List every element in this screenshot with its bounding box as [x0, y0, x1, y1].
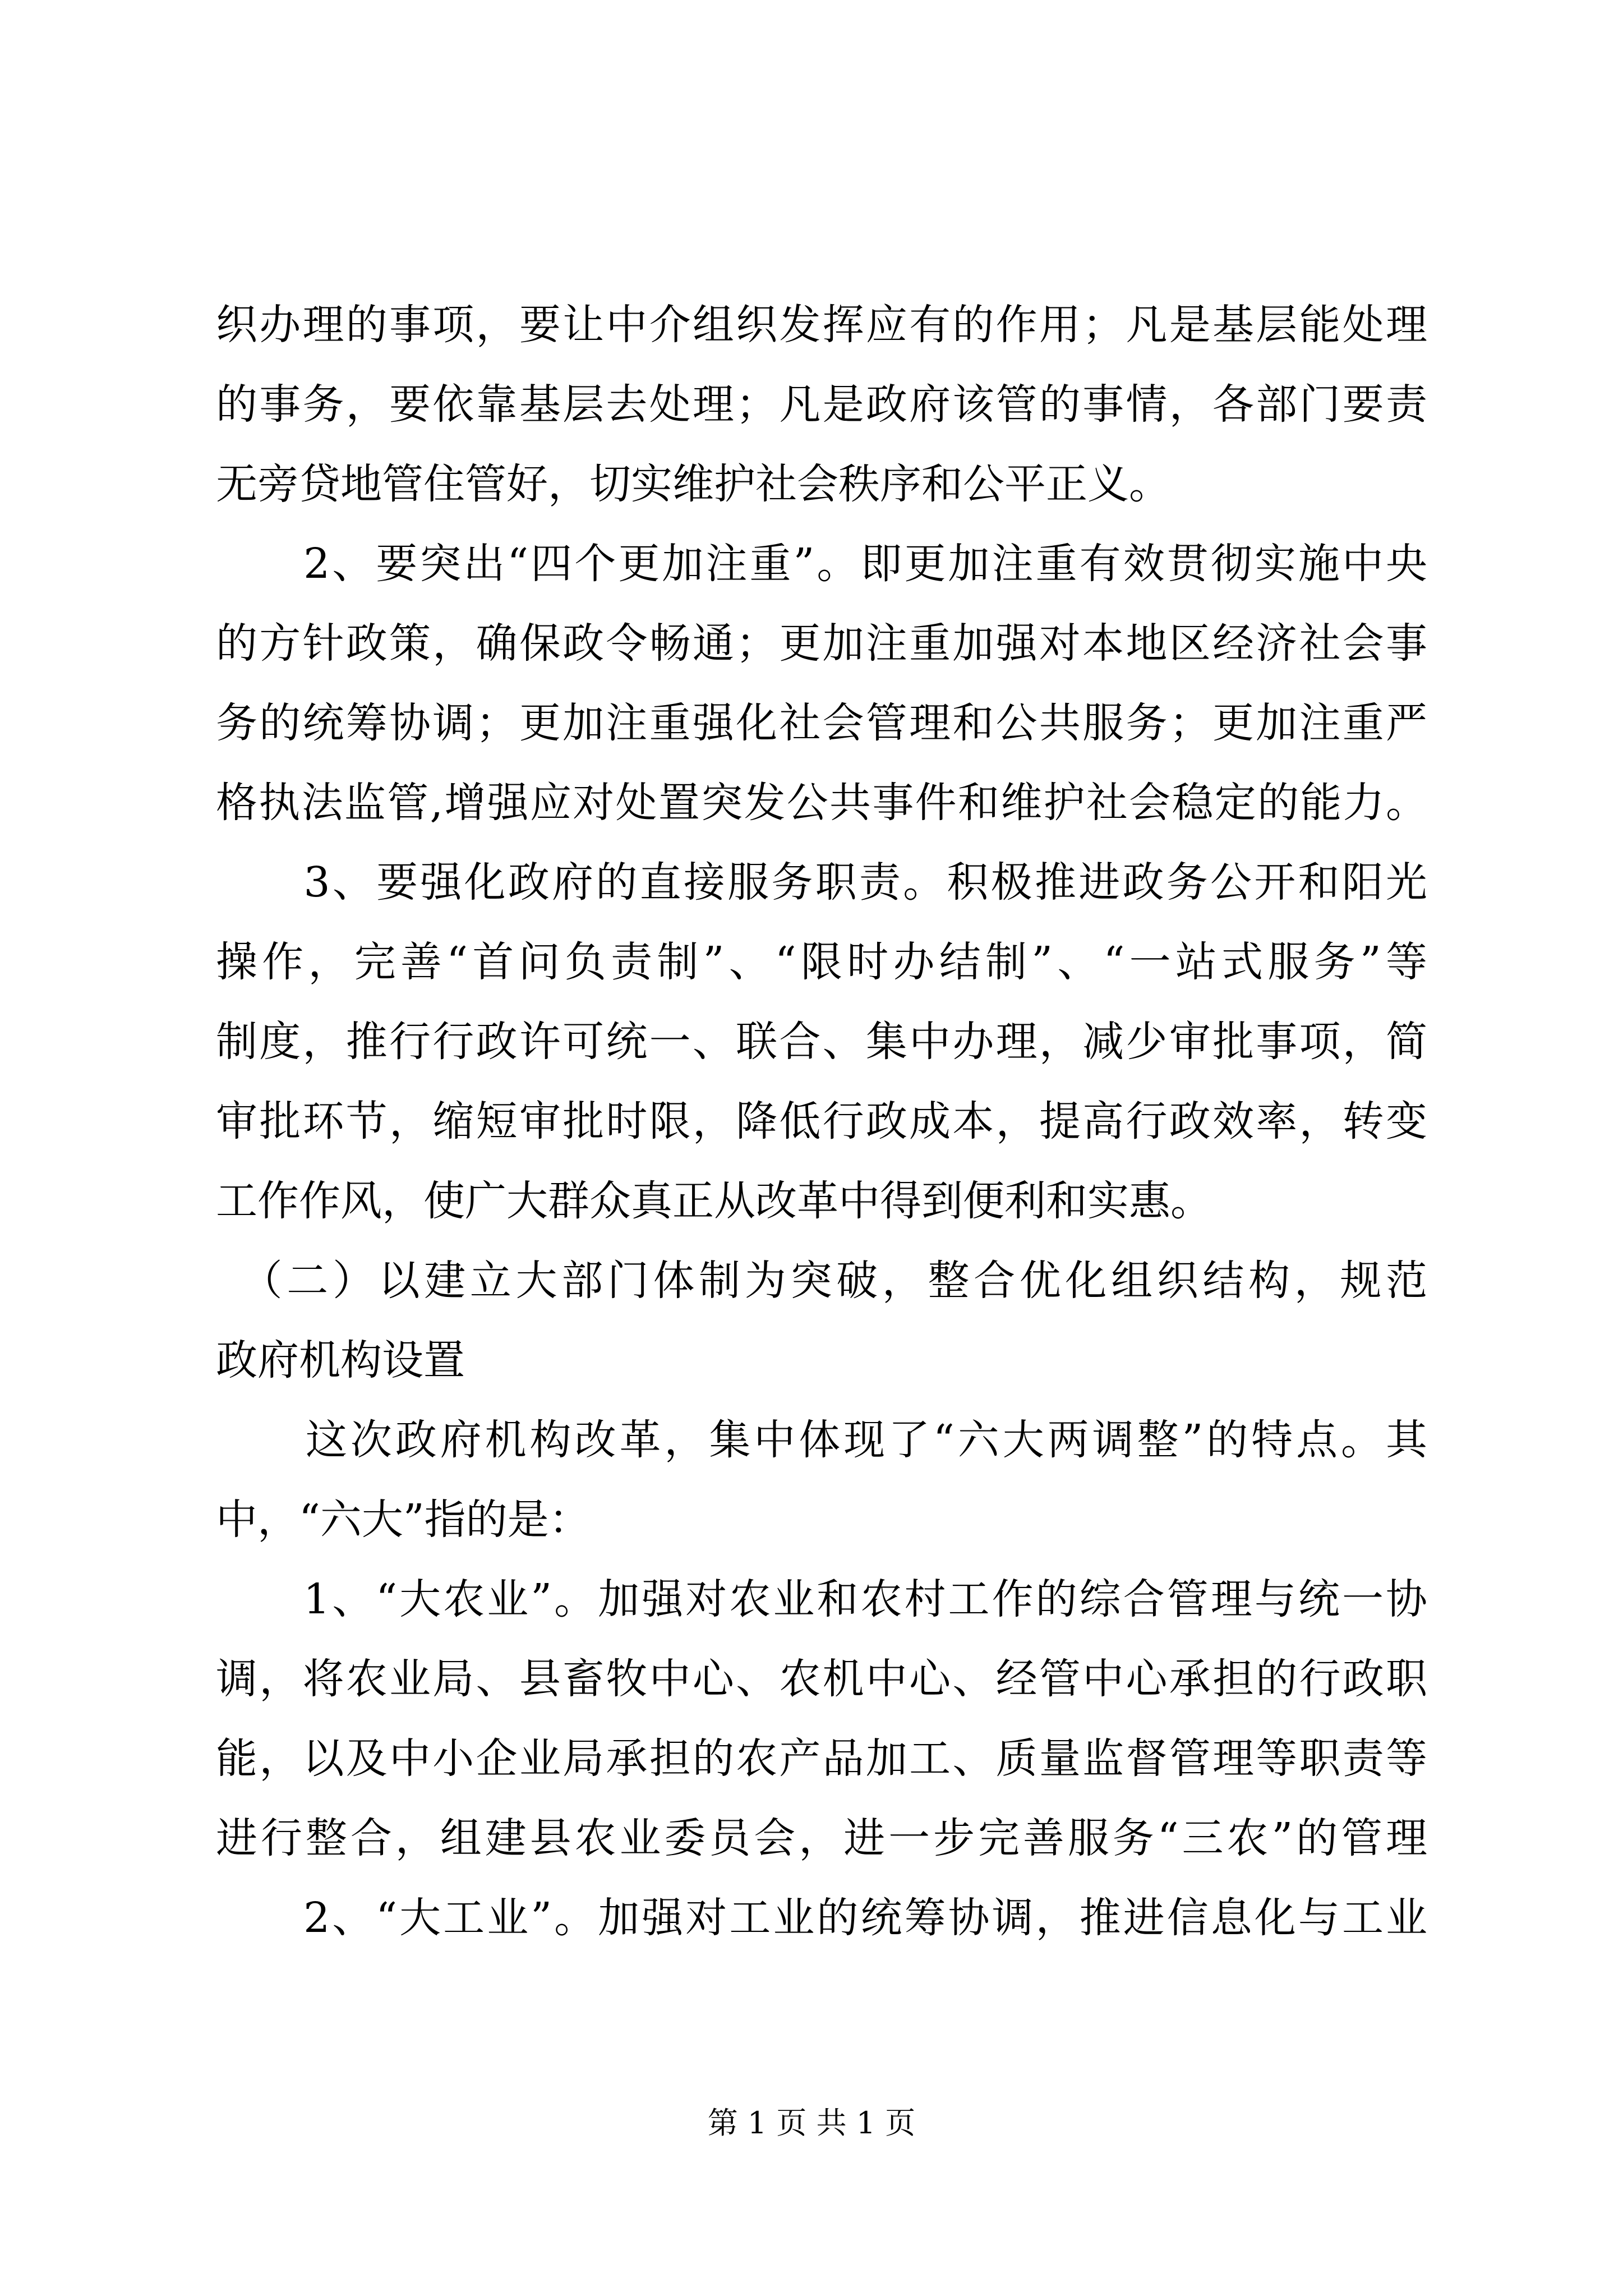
text-line: 能，以及中小企业局承担的农产品加工、质量监督管理等职责等	[216, 1734, 1427, 1783]
text-line: 调，将农业局、县畜牧中心、农机中心、经管中心承担的行政职	[216, 1655, 1427, 1703]
body-text	[216, 285, 1427, 1958]
text-line: 1、“大农业”。加强对农业和农村工作的综合管理与统一协	[216, 1575, 1427, 1623]
text-line: 制度，推行行政许可统一、联合、集中办理，减少审批事项，简	[216, 1018, 1427, 1066]
text-line: 织办理的事项，要让中介组织发挥应有的作用；凡是基层能处理	[216, 301, 1427, 349]
text-line: 的事务，要依靠基层去处理；凡是政府该管的事情，各部门要责	[216, 380, 1427, 429]
text-line: 无旁贷地管住管好，切实维护社会秩序和公平正义。	[216, 460, 1170, 508]
text-line: 工作作风，使广大群众真正从改革中得到便利和实惠。	[216, 1177, 1212, 1225]
text-line: 进行整合，组建县农业委员会，进一步完善服务“三农”的管理	[216, 1814, 1427, 1862]
text-line: 的方针政策，确保政令畅通；更加注重加强对本地区经济社会事	[216, 619, 1427, 668]
text-line: 操作，完善“首问负责制”、“限时办结制”、“一站式服务”等	[216, 938, 1427, 986]
text-line: 审批环节，缩短审批时限，降低行政成本，提高行政效率，转变	[216, 1097, 1427, 1145]
text-line: 格执法监管,增强应对处置突发公共事件和维护社会稳定的能力。	[216, 779, 1427, 827]
text-line: 2、要突出“四个更加注重”。即更加注重有效贯彻实施中央	[216, 540, 1427, 588]
page-footer: 第 1 页 共 1 页	[707, 2105, 916, 2141]
section-heading-line: 政府机构设置	[216, 1336, 465, 1384]
text-line: 务的统筹协调；更加注重强化社会管理和公共服务；更加注重严	[216, 699, 1427, 747]
section-heading-line: （二）以建立大部门体制为突破，整合优化组织结构，规范	[216, 1257, 1427, 1305]
text-line: 中，“六大”指的是：	[216, 1496, 591, 1544]
text-line: 2、“大工业”。加强对工业的统筹协调，推进信息化与工业	[216, 1894, 1427, 1942]
text-line: 3、要强化政府的直接服务职责。积极推进政务公开和阳光	[216, 858, 1427, 907]
text-line: 这次政府机构改革，集中体现了“六大两调整”的特点。其	[216, 1416, 1427, 1464]
